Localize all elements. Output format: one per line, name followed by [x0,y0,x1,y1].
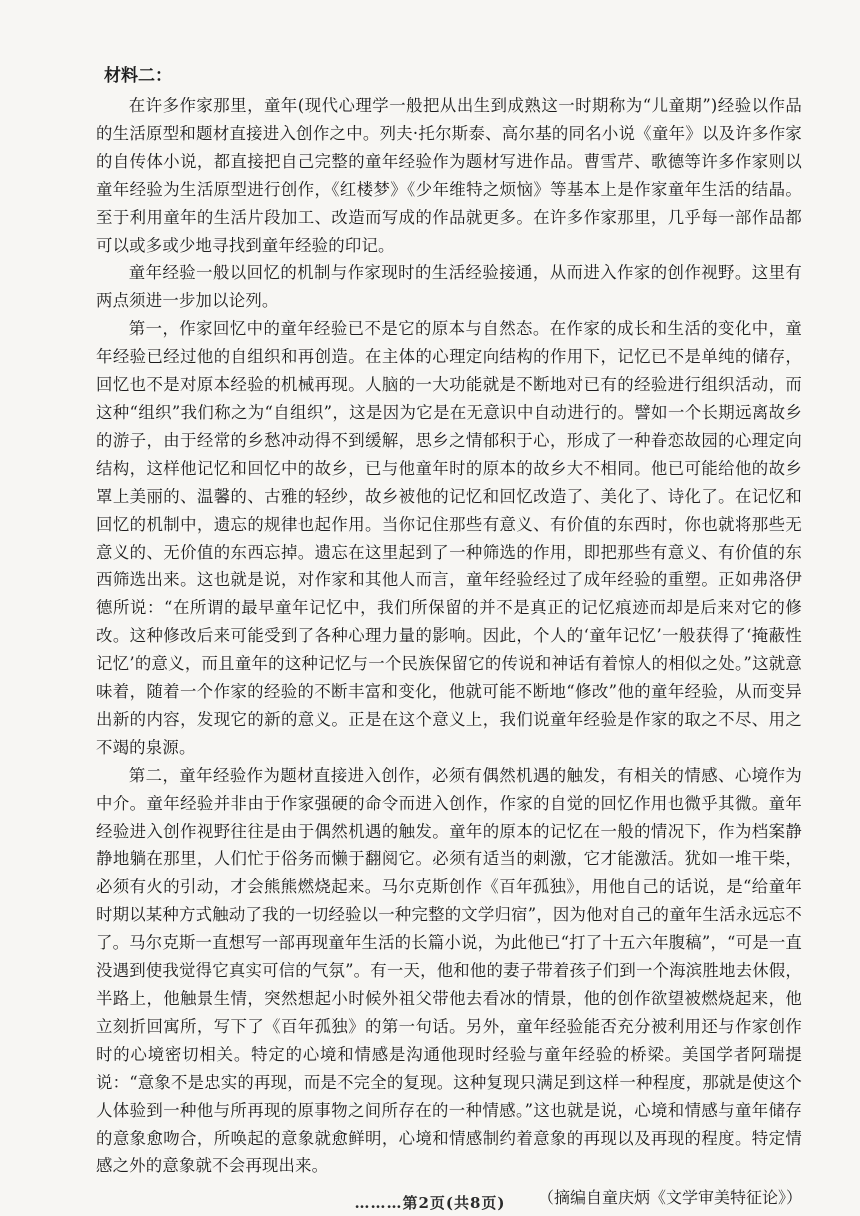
source-citation: （摘编自童庆炳《文学审美特征论》） [537,1188,802,1208]
paragraph-3: 第一，作家回忆中的童年经验已不是它的原本与自然态。在作家的成长和生活的变化中，童年经验已经过他的自组织和再创造。在主体的心理定向结构的作用下，记忆已不是单纯的储存，回忆也不是对原本经验的机械再现。人脑的一大功能就是不断地对已有的经验进行组织活动，而这种“组织”我们称之为“自组织”，这是因为它是在无意识中自动进行的。譬如一个长期远离故乡的游子，由于经常的乡愁冲动得不到缓解，思乡之情郁积于心，形成了一种眷恋故园的心理定向结构，这样他记忆和回忆中的故乡，已与他童年时的原本的故乡大不相同。他已可能给他的故乡罩上美丽的、温馨的、古雅的轻纱，故乡被他的记忆和回忆改造了、美化了、诗化了。在记忆和回忆的机制中，遗忘的规律也起作用。当你记住那些有意义、有价值的东西时，你也就将那些无意义的、无价值的东西忘掉。遗忘在这里起到了一种筛选的作用，即把那些有意义、有价值的东西筛选出来。这也就是说，对作家和其他人而言，童年经验经过了成年经验的重塑。正如弗洛伊德所说：“在所谓的最早童年记忆中，我们所保留的并不是真正的记忆痕迹而却是后来对它的修改。这种修改后来可能受到了各种心理力量的影响。因此，个人的‘童年记忆’一般获得了‘掩蔽性记忆’的意义，而且童年的这种记忆与一个民族保留它的传说和神话有着惊人的相似之处。”这就意味着，随着一个作家的经验的不断丰富和变化，他就可能不断地“修改”他的童年经验，从而变异出新的内容，发现它的新的意义。正是在这个意义上，我们说童年经验是作家的取之不尽、用之不竭的泉源。 [96,319,802,757]
paragraph-2: 童年经验一般以回忆的机制与作家现时的生活经验接通，从而进入作家的创作视野。这里有两点须进一步加以论列。 [96,263,802,311]
section-heading: 材料二： [104,66,172,86]
paragraph-4: 第二，童年经验作为题材直接进入创作，必须有偶然机遇的触发，有相关的情感、心境作为中介。童年经验并非由于作家强硬的命令而进入创作，作家的自觉的回忆作用也微乎其微。童年经验进入创作视野往往是由于偶然机遇的触发。童年的原本的记忆在一般的情况下，作为档案静静地躺在那里，人们忙于俗务而懒于翻阅它。必须有适当的刺激，它才能激活。犹如一堆干柴，必须有火的引动，才会熊熊燃烧起来。马尔克斯创作《百年孤独》，用他自己的话说，是“给童年时期以某种方式触动了我的一切经验以一种完整的文学归宿”，因为他对自己的童年生活永远忘不了。马尔克斯一直想写一部再现童年生活的长篇小说，为此他已“打了十五六年腹稿”，“可是一直没遇到使我觉得它真实可信的气氛”。有一天，他和他的妻子带着孩子们到一个海滨胜地去休假，半路上，他触景生情，突然想起小时候外祖父带他去看冰的情景，他的创作欲望被燃烧起来，他立刻折回寓所，写下了《百年孤独》的第一句话。另外，童年经验能否充分被利用还与作家创作时的心境密切相关。特定的心境和情感是沟通他现时经验与童年经验的桥梁。美国学者阿瑞提说：“意象不是忠实的再现，而是不完全的复现。这种复现只满足到这样一种程度，那就是使这个人体验到一种他与所再现的原事物之间所存在的一种情感。”这也就是说，心境和情感与童年储存的意象愈吻合，所唤起的意象就愈鲜明，心境和情感制约着意象的再现以及再现的程度。特定情感之外的意象就不会再现出来。 [96,765,802,1176]
paragraph-1: 在许多作家那里，童年(现代心理学一般把从出生到成熟这一时期称为“儿童期”)经验以作品的生活原型和题材直接进入创作之中。列夫·托尔斯泰、高尔基的同名小说《童年》以及许多作家的自传体小说，都直接把自己完整的童年经验作为题材写进作品。曹雪芹、歌德等许多作家则以童年经验为生活原型进行创作，《红楼梦》《少年维特之烦恼》等基本上是作家童年生活的结晶。至于利用童年的生活片段加工、改造而写成的作品就更多。在许多作家那里，几乎每一部作品都可以或多或少地寻找到童年经验的印记。 [96,96,802,255]
page-footer: ………第2页(共8页) [354,1194,506,1212]
